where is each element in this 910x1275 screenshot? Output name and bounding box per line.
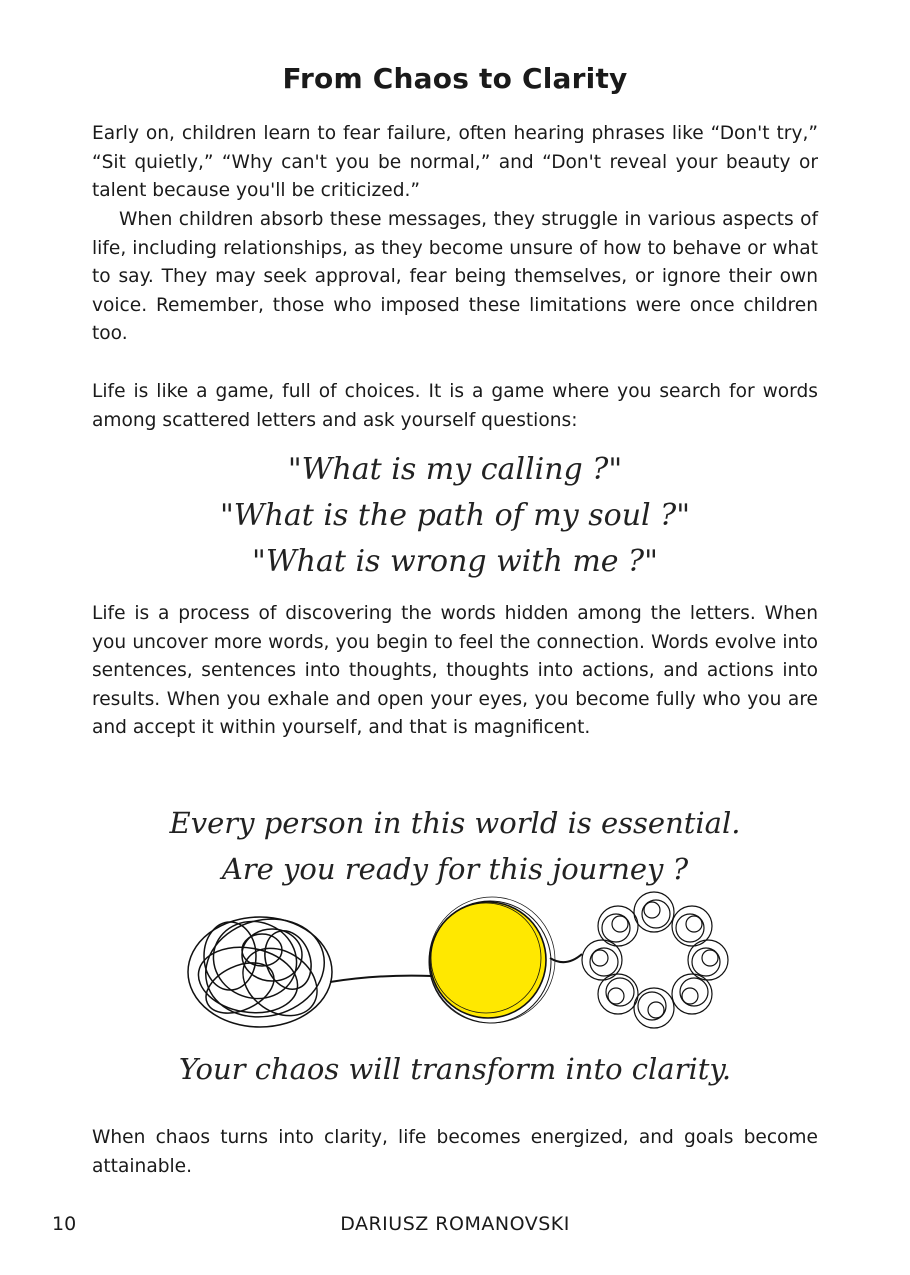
- chaos-to-clarity-illustration: [170, 890, 750, 1040]
- page-title: From Chaos to Clarity: [282, 62, 628, 95]
- handwritten-question-wrong: "What is wrong with me ?": [252, 544, 658, 579]
- handwritten-caption-essential: Every person in this world is essential.: [169, 806, 741, 840]
- paragraph-life-game: Life is like a game, full of choices. It is a game where you search for words among scattered letters and ask yourself questions:: [92, 381, 818, 431]
- clarity-flower: [582, 892, 728, 1028]
- paragraph-chaos-clarity: When chaos turns into clarity, life becomes energized, and goals become attainable.: [92, 1127, 818, 1177]
- chaos-scribble: [188, 906, 335, 1030]
- handwritten-caption-transform: Your chaos will transform into clarity.: [178, 1052, 732, 1086]
- handwritten-caption-journey: Are you ready for this journey ?: [221, 852, 689, 886]
- sun-circle: [429, 897, 555, 1023]
- footer-author: DARIUSZ ROMANOVSKI: [340, 1213, 570, 1235]
- page-number: 10: [52, 1213, 77, 1235]
- paragraph-absorb-messages: When children absorb these messages, they struggle in various aspects of life, including relationships, as they become unsure of how to behave or what to say. They may seek approval, fear being themselves, or ignore their own voice. Remember, those who imposed these limitations were once children too.: [92, 209, 818, 345]
- connector-line-left: [330, 976, 432, 982]
- handwritten-question-calling: "What is my calling ?": [287, 452, 623, 487]
- paragraph-discovering-words: Life is a process of discovering the words hidden among the letters. When you uncover more words, you begin to feel the connection. Words evolve into sentences, sentences into thoughts, thoughts into actions, and actions into results. When you exhale and open your eyes, you become fully who you are and accept it within yourself, and that is magnificent.: [92, 603, 818, 739]
- handwritten-question-soul-path: "What is the path of my soul ?": [219, 498, 691, 533]
- paragraph-fear-failure: Early on, children learn to fear failure, often hearing phrases like “Don't try,” “Sit quietly,” “Why can't you be normal,” and “Don't reveal your beauty or talent because you'll be criticized.”: [92, 123, 818, 202]
